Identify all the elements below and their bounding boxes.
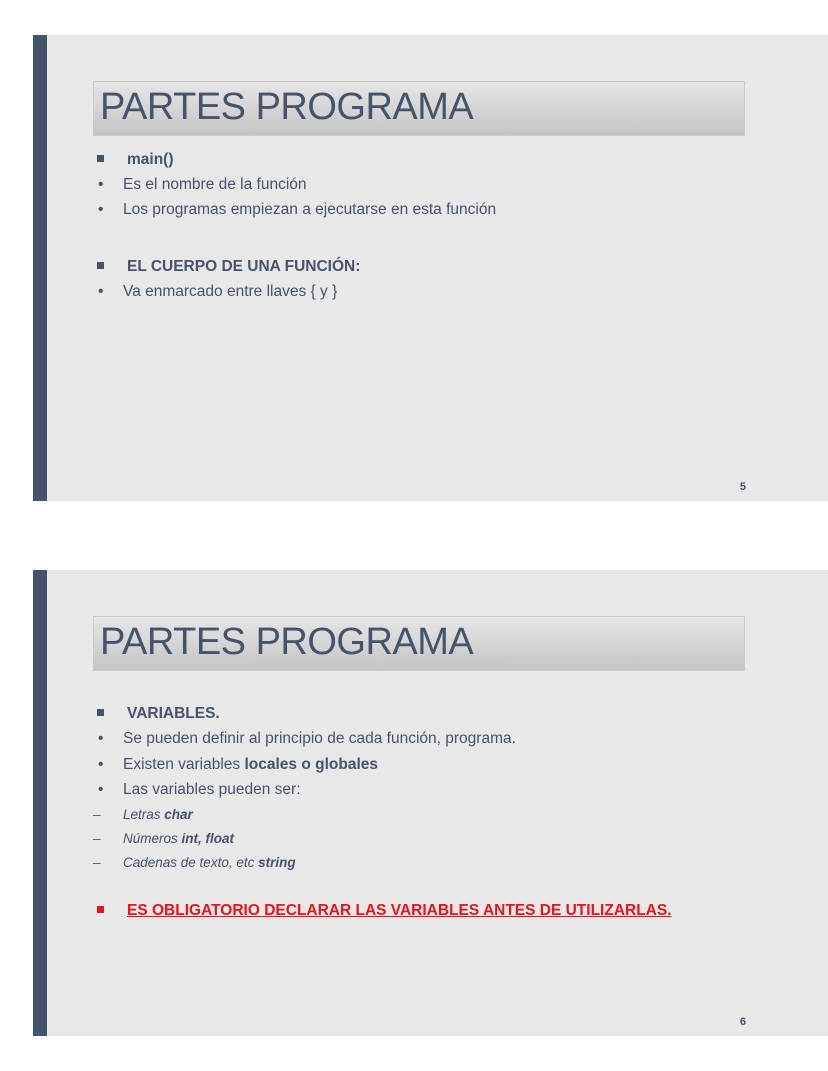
bullet-icon: • [98,730,104,747]
bullet-icon: • [98,756,104,773]
bullet-item [93,176,307,194]
bullet-item [93,781,301,799]
square-bullet-icon [97,155,104,162]
warning-note [93,902,672,920]
sub-text: Letras [123,807,165,822]
title-box [93,81,745,136]
sub-bold-text: int, float [181,831,235,846]
bullet-text: Se pueden definir al principio de cada función, programa. [123,730,516,747]
bullet-text: Existen variables [123,756,245,773]
page-number: 5 [739,481,746,493]
bullet-item [93,730,516,748]
heading-main [93,151,174,169]
page-number: 6 [739,1016,746,1028]
square-bullet-icon [97,906,104,913]
bullet-item [93,756,378,774]
heading-text: main() [127,151,174,168]
bullet-icon: • [98,176,104,193]
slide-5 [33,35,828,501]
bullet-text: Va enmarcado entre llaves { y } [123,283,338,300]
square-bullet-icon [97,262,104,269]
sub-text: Números [123,831,182,846]
heading-variables [93,705,220,723]
sub-item [93,855,296,870]
bullet-text: Es el nombre de la función [123,176,307,193]
square-bullet-icon [97,709,104,716]
heading-text: EL CUERPO DE UNA FUNCIÓN: [127,258,361,275]
slide-6 [33,570,828,1036]
bullet-icon: • [98,781,104,798]
sub-bold-text: char [164,807,193,822]
slide-accent-bar [33,35,47,501]
bullet-item [93,201,496,219]
bullet-icon: • [98,201,104,218]
slide-title: PARTES PROGRAMA [100,621,474,663]
sub-item [93,831,234,846]
bullet-text: Los programas empiezan a ejecutarse en esta función [123,201,497,218]
bullet-icon: • [98,283,104,300]
dash-icon: – [93,855,101,870]
sub-item [93,807,193,822]
bullet-text: Las variables pueden ser: [123,781,301,798]
dash-icon: – [93,807,101,822]
slide-title: PARTES PROGRAMA [100,86,474,128]
heading-text: VARIABLES. [127,705,220,722]
warning-text: ES OBLIGATORIO DECLARAR LAS VARIABLES ANTES DE UTILIZARLAS. [127,902,672,919]
sub-text: Cadenas de texto, etc [123,855,259,870]
heading-body [93,258,360,276]
dash-icon: – [93,831,101,846]
bullet-item [93,283,337,301]
slide-accent-bar [33,570,47,1036]
sub-bold-text: string [258,855,296,870]
title-box [93,616,745,671]
bullet-bold-text: locales o globales [244,756,379,773]
